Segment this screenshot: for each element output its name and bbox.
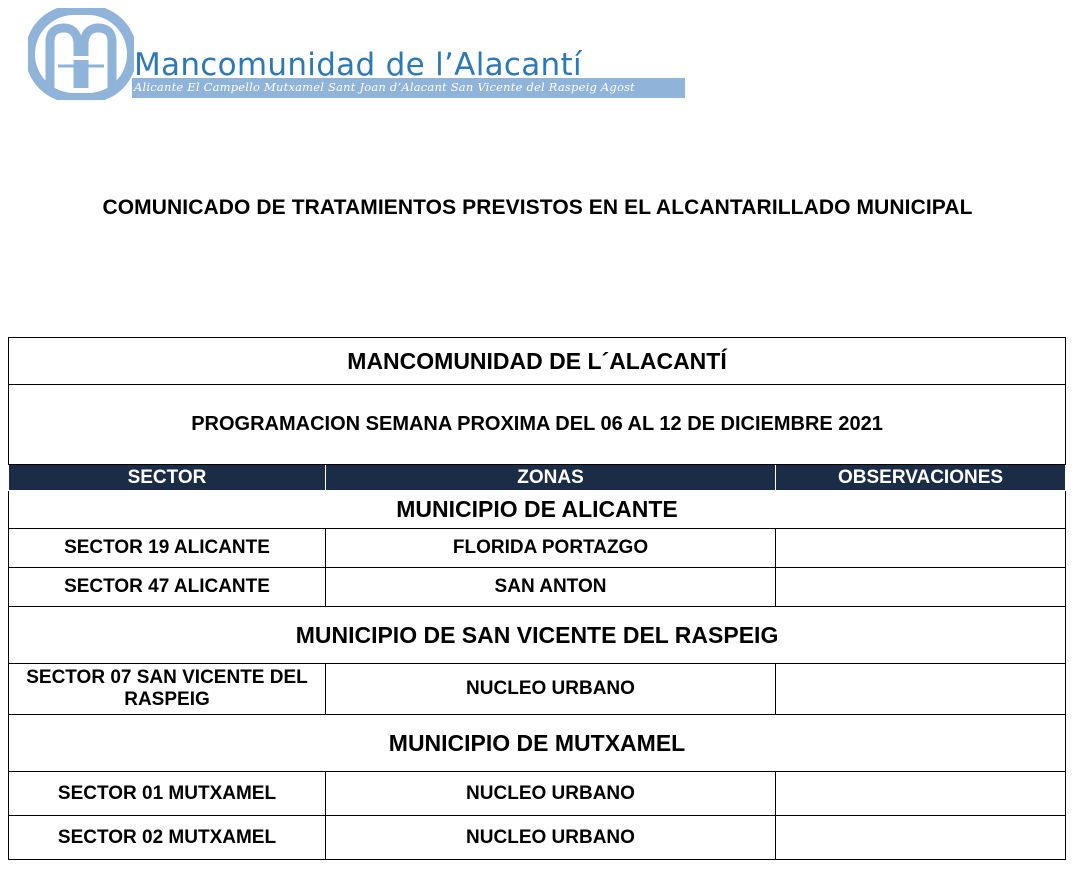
sector-cell: SECTOR 02 MUTXAMEL: [9, 816, 326, 860]
header-sector: SECTOR: [9, 465, 326, 491]
sector-cell: SECTOR 07 SAN VICENTE DEL RASPEIG: [9, 664, 326, 715]
sector-cell: SECTOR 47 ALICANTE: [9, 568, 326, 607]
municipio-row: [9, 607, 1066, 664]
observaciones-cell: [776, 772, 1066, 816]
municipio-row: [9, 491, 1066, 529]
logo-towns: Alicante El Campello Mutxamel Sant Joan d’Alacant San Vicente del Raspeig Agost: [134, 80, 636, 94]
column-header-row: [9, 465, 1066, 491]
document-heading: COMUNICADO DE TRATAMIENTOS PREVISTOS EN EL ALCANTARILLADO MUNICIPAL: [102, 196, 973, 219]
header-zonas: ZONAS: [326, 465, 776, 491]
table-row: [9, 772, 1066, 816]
observaciones-cell: [776, 816, 1066, 860]
programacion-row: [9, 385, 1066, 465]
table-row: [9, 529, 1066, 568]
observaciones-cell: [776, 568, 1066, 607]
zona-cell: FLORIDA PORTAZGO: [326, 529, 776, 568]
table-title-row: [9, 338, 1066, 385]
municipio-label: MUNICIPIO DE ALICANTE: [9, 491, 1066, 529]
table-row: [9, 816, 1066, 860]
mancomunidad-m-icon: [28, 8, 134, 100]
sector-cell: SECTOR 19 ALICANTE: [9, 529, 326, 568]
observaciones-cell: [776, 529, 1066, 568]
mancomunidad-logo: [28, 8, 688, 104]
header-observaciones: OBSERVACIONES: [776, 465, 1066, 491]
programacion-text: PROGRAMACION SEMANA PROXIMA DEL 06 AL 12 DE DICIEMBRE 2021: [9, 385, 1066, 465]
table-row: [9, 568, 1066, 607]
municipio-row: [9, 715, 1066, 772]
zona-cell: NUCLEO URBANO: [326, 816, 776, 860]
observaciones-cell: [776, 664, 1066, 715]
municipio-label: MUNICIPIO DE SAN VICENTE DEL RASPEIG: [9, 607, 1066, 664]
municipio-label: MUNICIPIO DE MUTXAMEL: [9, 715, 1066, 772]
zona-cell: NUCLEO URBANO: [326, 772, 776, 816]
zona-cell: SAN ANTON: [326, 568, 776, 607]
logo-name: Mancomunidad de l’Alacantí: [134, 47, 582, 83]
table-row: [9, 664, 1066, 715]
treatment-schedule-table: [8, 337, 1066, 860]
table-title: MANCOMUNIDAD DE L´ALACANTÍ: [9, 338, 1066, 385]
zona-cell: NUCLEO URBANO: [326, 664, 776, 715]
sector-cell: SECTOR 01 MUTXAMEL: [9, 772, 326, 816]
